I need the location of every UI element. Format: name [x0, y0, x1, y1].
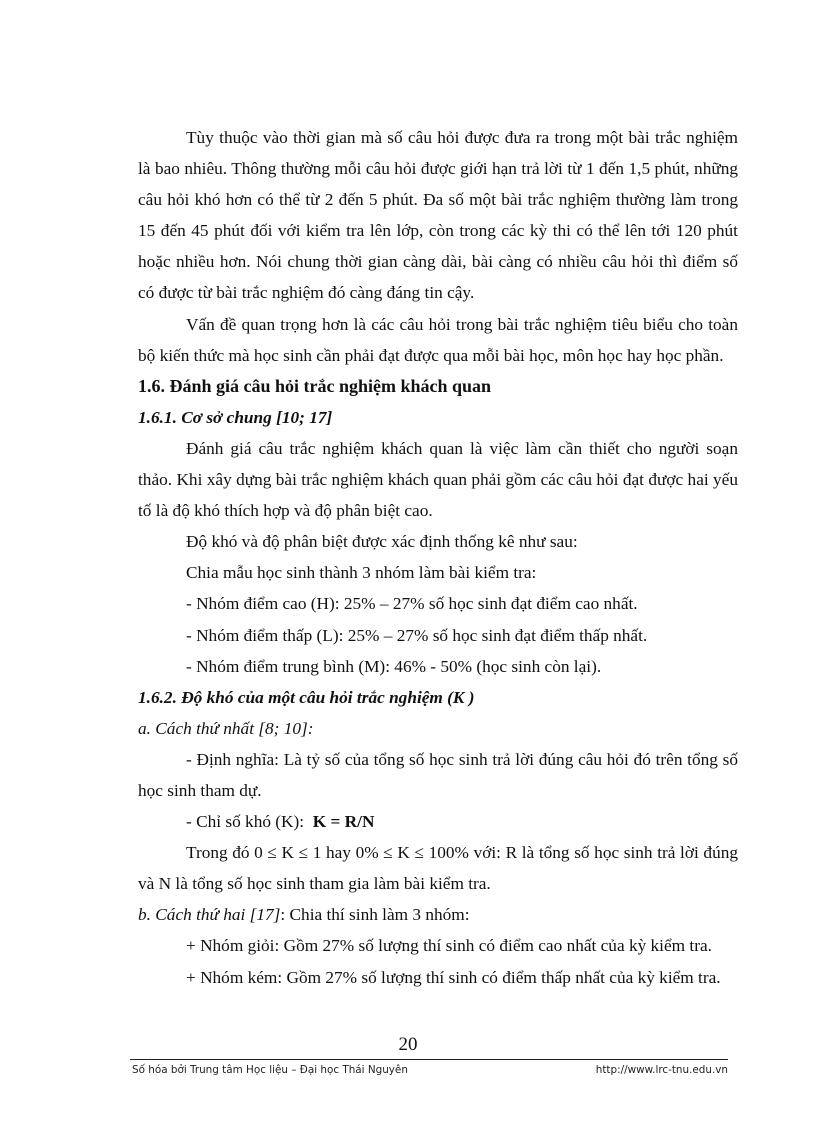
method-b-label: b. Cách thứ hai [17] — [138, 905, 281, 925]
footer-divider — [130, 1059, 728, 1060]
list-item-weak-group: + Nhóm kém: Gồm 27% số lượng thí sinh có điểm thấp nhất của kỳ kiểm tra. — [186, 967, 721, 987]
page-content — [138, 122, 738, 993]
list-item-high-group: - Nhóm điểm cao (H): 25% – 27% số học sinh đạt điểm cao nhất. — [186, 594, 638, 614]
paragraph-statistics-intro: Độ khó và độ phân biệt được xác định thống kê như sau: — [186, 532, 578, 552]
subsection-heading-1-6-2: 1.6.2. Độ khó của một câu hỏi trắc nghiệm (K ) — [138, 687, 475, 707]
footer — [130, 1064, 728, 1080]
list-item-good-group: + Nhóm giỏi: Gồm 27% số lượng thí sinh có điểm cao nhất của kỳ kiểm tra. — [186, 936, 712, 956]
footer-url: http://www.lrc-tnu.edu.vn — [595, 1064, 728, 1076]
paragraph-formula-explanation: Trong đó 0 ≤ K ≤ 1 hay 0% ≤ K ≤ 100% với: R là tổng số học sinh trả lời đúng và N là tổng số học sinh tham gia làm bài kiểm tra. — [138, 843, 738, 894]
method-a-label: a. Cách thứ nhất [8; 10]: — [138, 718, 314, 738]
paragraph-time-limit: Tùy thuộc vào thời gian mà số câu hỏi được đưa ra trong một bài trắc nghiệm là bao nhiêu. Thông thường mỗi câu hỏi được giới hạn trả lời từ 1 đến 1,5 phút, những câu hỏi khó hơn có thể từ 2 đến 5 phút. Đa số một bài trắc nghiệm thường làm trong 15 đến 45 phút đối với kiểm tra lên lớp, còn trong các kỳ thi có thể lên tới 120 phút hoặc nhiều hơn. Nói chung thời gian càng dài, bài càng có nhiều câu hỏi thì điểm số có được từ bài trắc nghiệm đó càng đáng tin cậy. — [138, 128, 738, 303]
difficulty-formula: K = R/N — [312, 812, 375, 832]
paragraph-method-b — [138, 899, 738, 930]
paragraph-groups-intro: Chia mẫu học sinh thành 3 nhóm làm bài kiểm tra: — [186, 563, 537, 583]
footer-source-text: Số hóa bởi Trung tâm Học liệu – Đại học Thái Nguyên — [132, 1064, 408, 1076]
section-heading-1-6: 1.6. Đánh giá câu hỏi trắc nghiệm khách quan — [138, 375, 492, 396]
paragraph-definition: - Định nghĩa: Là tỷ số của tổng số học sinh trả lời đúng câu hỏi đó trên tổng số học sinh tham dự. — [138, 749, 738, 800]
subsection-heading-1-6-1: 1.6.1. Cơ sở chung [10; 17] — [138, 407, 333, 427]
page-number: 20 — [398, 1034, 418, 1055]
paragraph-representativeness: Vấn đề quan trọng hơn là các câu hỏi trong bài trắc nghiệm tiêu biểu cho toàn bộ kiến thức mà học sinh cần phải đạt được qua mỗi bài học, môn học hay học phần. — [138, 314, 738, 365]
difficulty-index-label: - Chỉ số khó (K): — [186, 812, 313, 832]
list-item-low-group: - Nhóm điểm thấp (L): 25% – 27% số học sinh đạt điểm thấp nhất. — [186, 625, 648, 645]
list-item-middle-group: - Nhóm điểm trung bình (M): 46% - 50% (học sinh còn lại). — [186, 656, 602, 676]
paragraph-evaluation: Đánh giá câu trắc nghiệm khách quan là việc làm cần thiết cho người soạn thảo. Khi xây dựng bài trắc nghiệm khách quan phải gồm các câu hỏi đạt được hai yếu tố là độ khó thích hợp và độ phân biệt cao. — [138, 438, 738, 521]
paragraph-difficulty-index — [138, 806, 738, 837]
method-b-text: : Chia thí sinh làm 3 nhóm: — [280, 905, 470, 925]
